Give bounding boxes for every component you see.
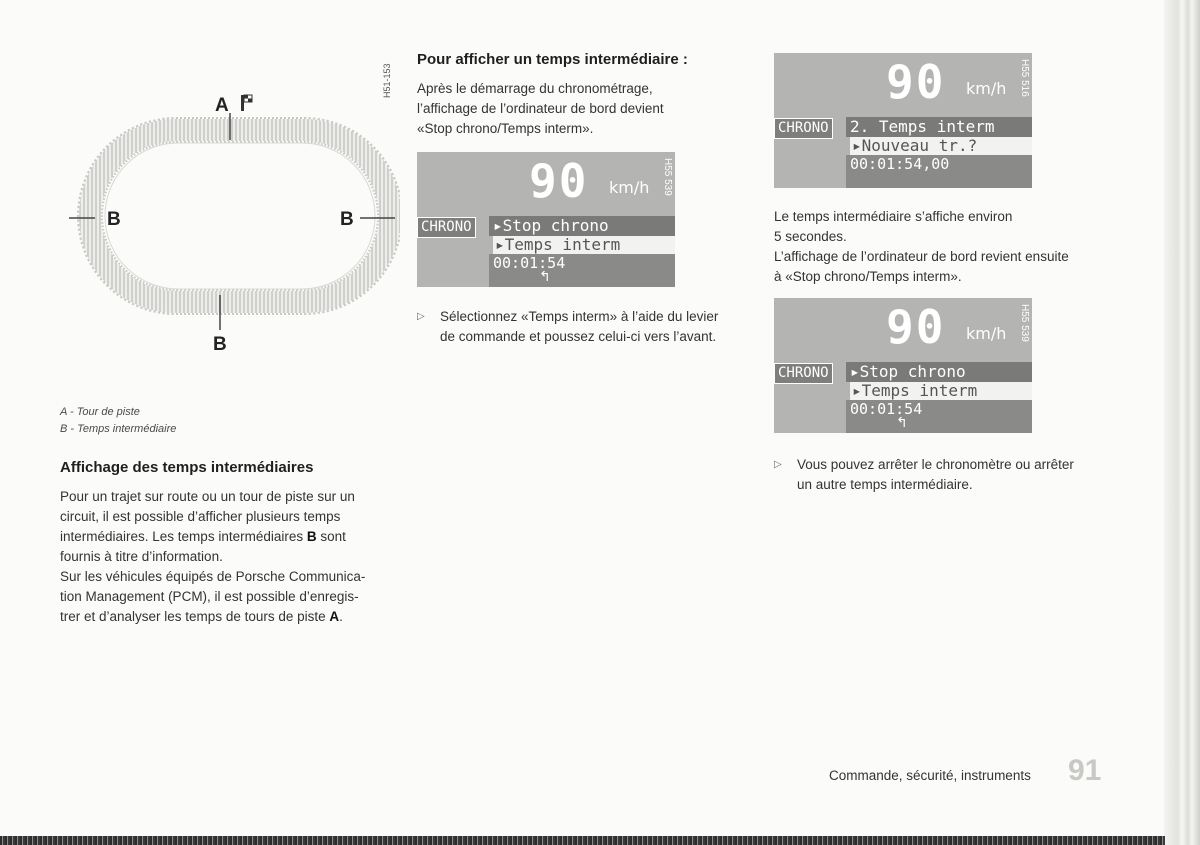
caption-b: B - Temps intermédiaire [60,423,177,435]
speed-value: 90 [529,154,589,208]
scan-strip [0,836,1165,845]
left-heading: Affichage des temps intermédiaires [60,459,314,476]
label-a: A [215,95,229,116]
left-line: Sur les véhicules équipés de Porsche Communica- [60,569,366,584]
left-line: fournis à titre d’information. [60,549,223,564]
right-text: Le temps intermédiaire s’affiche environ 5 secondes. L’affichage de l’ordinateur de bord revient ensuite à «Stop chrono/Temps interm». [774,209,1069,284]
page-number: 91 [1068,754,1102,787]
footer-section-title: Commande, sécurité, instruments [829,768,1031,783]
menu-item-temps-interm: ▸Temps interm [850,382,1032,400]
right-bullet: ▷ Vous pouvez arrêter le chronomètre ou arrêter un autre temps intermédiaire. [774,457,1074,492]
display-code: H55 516 [1019,59,1030,97]
page-edge [1164,0,1200,845]
bullet-marker-icon: ▷ [417,311,425,322]
chrono-label: CHRONO [774,118,833,139]
lcd-display-3 [774,298,1032,433]
label-b-bottom: B [213,334,227,355]
left-line: intermédiaires. Les temps intermédiaires B sont [60,529,346,544]
back-arrow-icon: ↰ [539,268,551,284]
left-line: tion Management (PCM), il est possible d’enregis- [60,589,359,604]
caption-a: A - Tour de piste [60,406,140,418]
chrono-label: CHRONO [774,363,833,384]
label-b-right: B [340,209,354,230]
display-code: H55 539 [1019,304,1030,342]
menu-item-nouveau-tour: ▸Nouveau tr.? [850,137,1032,155]
figure-code: H51-153 [382,63,392,98]
menu-item-temps-interm: ▸Temps interm [493,236,675,254]
chrono-label: CHRONO [417,217,476,238]
left-line: circuit, il est possible d’afficher plusieurs temps [60,509,341,524]
split-number: 2. Temps interm [846,117,1032,137]
speed-value: 90 [886,55,946,109]
lcd-display-1 [417,152,675,287]
left-line: trer et d’analyser les temps de tours de piste A. [60,609,343,624]
menu-item-stop-chrono: ▸Stop chrono [489,216,675,236]
elapsed-time: 00:01:54 [489,254,675,287]
label-b-left: B [107,209,121,230]
speed-unit: km/h [966,324,1007,343]
bullet-marker-icon: ▷ [774,459,782,470]
elapsed-time: 00:01:54 [846,400,1032,433]
left-line: Pour un trajet sur route ou un tour de piste sur un [60,489,355,504]
left-paragraph [60,487,365,627]
track-figure [55,85,400,370]
speed-unit: km/h [609,178,650,197]
speed-value: 90 [886,300,946,354]
speed-unit: km/h [966,79,1007,98]
flag-icon [241,95,252,111]
middle-intro: Après le démarrage du chronométrage, l’affichage de l’ordinateur de bord devient «Stop chrono/Temps interm». [417,81,664,136]
back-arrow-icon: ↰ [896,414,908,430]
middle-heading: Pour afficher un temps intermédiaire : [417,51,688,68]
track-infield [105,143,375,289]
middle-bullet: ▷ Sélectionnez «Temps interm» à l’aide du levier de commande et poussez celui-ci vers l’avant. [417,309,719,344]
lcd-display-2 [774,53,1032,188]
split-time: 00:01:54,00 [846,155,1032,188]
display-code: H55 539 [662,158,673,196]
menu-item-stop-chrono: ▸Stop chrono [846,362,1032,382]
